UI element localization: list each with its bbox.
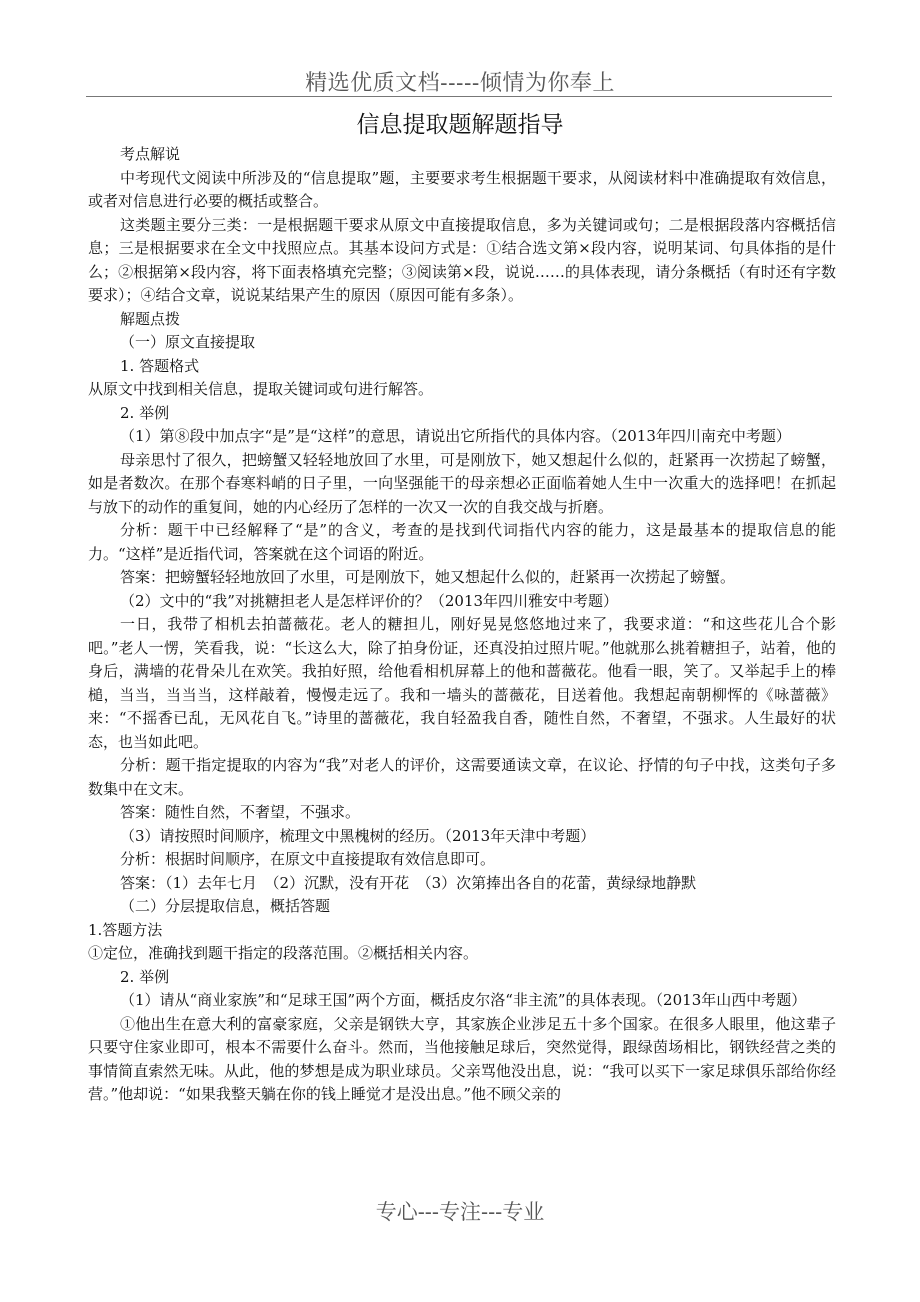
paragraph: 答案：把螃蟹轻轻地放回了水里，可是刚放下，她又想起什么似的，赶紧再一次捞起了螃蟹。 bbox=[120, 568, 736, 586]
header-divider bbox=[86, 96, 832, 97]
paragraph: 分析：题干中已经解释了“是”的含义，考查的是找到代词指代内容的能力，这是最基本的提取信息的能力。“这样”是近指代词，答案就在这个词语的附近。 bbox=[88, 521, 836, 563]
paragraph: （1）请从“商业家族”和“足球王国”两个方面，概括皮尔洛“非主流”的具体表现。（2013年山西中考题） bbox=[120, 991, 807, 1009]
paragraph: 1. 答题格式 bbox=[120, 356, 200, 375]
paragraph: 解题点拨 bbox=[120, 309, 181, 328]
paragraph: 考点解说 bbox=[120, 145, 181, 163]
paragraph: 分析：根据时间顺序，在原文中直接提取有效信息即可。 bbox=[120, 850, 496, 868]
paragraph: （1）第⑧段中加点字“是”是“这样”的意思，请说出它所指代的具体内容。（2013年四川南充中考题） bbox=[120, 427, 791, 445]
paragraph: （3）请按照时间顺序，梳理文中黑槐树的经历。（2013年天津中考题） bbox=[120, 826, 596, 845]
paragraph: 从原文中找到相关信息，提取关键词或句进行解答。 bbox=[88, 380, 434, 398]
paragraph: ①定位，准确找到题干指定的段落范围。②概括相关内容。 bbox=[88, 944, 479, 962]
paragraph: 2. 举例 bbox=[120, 967, 170, 986]
paragraph: 答案：（1）去年七月 （2）沉默，没有开花 （3）次第捧出各自的花蕾，黄绿绿地静默 bbox=[120, 873, 697, 892]
paragraph: 母亲思忖了很久，把螃蟹又轻轻地放回了水里，可是刚放下，她又想起什么似的，赶紧再一次捞起了螃蟹，如是者数次。在那个春寒料峭的日子里，一向坚强能干的母亲想必正面临着她人生中一次重大的选择吧！在抓起与放下的动作的重复间，她的内心经历了怎样的一次又一次的自我交战与折磨。 bbox=[88, 450, 836, 516]
paragraph: 中考现代文阅读中所涉及的“信息提取”题，主要要求考生根据题干要求，从阅读材料中准确提取有效信息，或者对信息进行必要的概括或整合。 bbox=[88, 168, 836, 210]
paragraph: 这类题主要分三类：一是根据题干要求从原文中直接提取信息，多为关键词或句；二是根据段落内容概括信息；三是根据要求在全文中找照应点。其基本设问方式是：①结合选文第×段内容，说明某词、句具体指的是什么；②根据第×段内容，将下面表格填充完整；③阅读第×段，说说……的具体表现，请分条概括（有时还有字数要求）；④结合文章，说说某结果产生的原因（原因可能有多条）。 bbox=[88, 215, 836, 304]
paragraph: （一）原文直接提取 bbox=[120, 333, 256, 351]
paragraph: 分析：题干指定提取的内容为“我”对老人的评价，这需要通读文章，在议论、抒情的句子中找，这类句子多数集中在文末。 bbox=[88, 756, 836, 798]
paragraph: 1.答题方法 bbox=[88, 920, 163, 939]
paragraph: （二）分层提取信息，概括答题 bbox=[120, 897, 331, 915]
document-title: 信息提取题解题指导 bbox=[356, 112, 564, 138]
paragraph: （2）文中的“我”对挑糖担老人是怎样评价的？（2013年四川雅安中考题） bbox=[120, 591, 619, 610]
document-body bbox=[88, 143, 836, 1107]
page-footer: 专心---专注---专业 bbox=[375, 1200, 545, 1224]
paragraph: 一日，我带了相机去拍蔷薇花。老人的糖担儿，刚好晃晃悠悠地过来了，我要求道：“和这些花儿合个影吧。”老人一愣，笑看我，说：“长这么大，除了拍身份证，还真没拍过照片呢。”他就那么挑着糖担子，站着，他的身后，满墙的花骨朵儿在欢笑。我拍好照，给他看相机屏幕上的他和蔷薇花。他看一眼，笑了。又举起手上的棒槌，当当，当当当，这样敲着，慢慢走远了。我和一墙头的蔷薇花，目送着他。我想起南朝柳恽的《咏蔷薇》来：“不摇香已乱，无风花自飞。”诗里的蔷薇花，我自轻盈我自香，随性自然，不奢望，不强求。人生最好的状态，也当如此吧。 bbox=[88, 615, 836, 751]
paragraph: 答案：随性自然，不奢望，不强求。 bbox=[120, 803, 361, 821]
page-header: 精选优质文档-----倾情为你奉上 bbox=[305, 71, 615, 96]
paragraph: ①他出生在意大利的富豪家庭，父亲是钢铁大亨，其家族企业涉足五十多个国家。在很多人眼里，他这辈子只要守住家业即可，根本不需要什么奋斗。然而，当他接触足球后，突然觉得，跟绿茵场相比，钢铁经营之类的事情简直索然无味。从此，他的梦想是成为职业球员。父亲骂他没出息，说：“我可以买下一家足球俱乐部给你经营。”他却说：“如果我整天躺在你的钱上睡觉才是没出息。”他不顾父亲的 bbox=[88, 1014, 836, 1103]
paragraph: 2. 举例 bbox=[120, 403, 170, 422]
